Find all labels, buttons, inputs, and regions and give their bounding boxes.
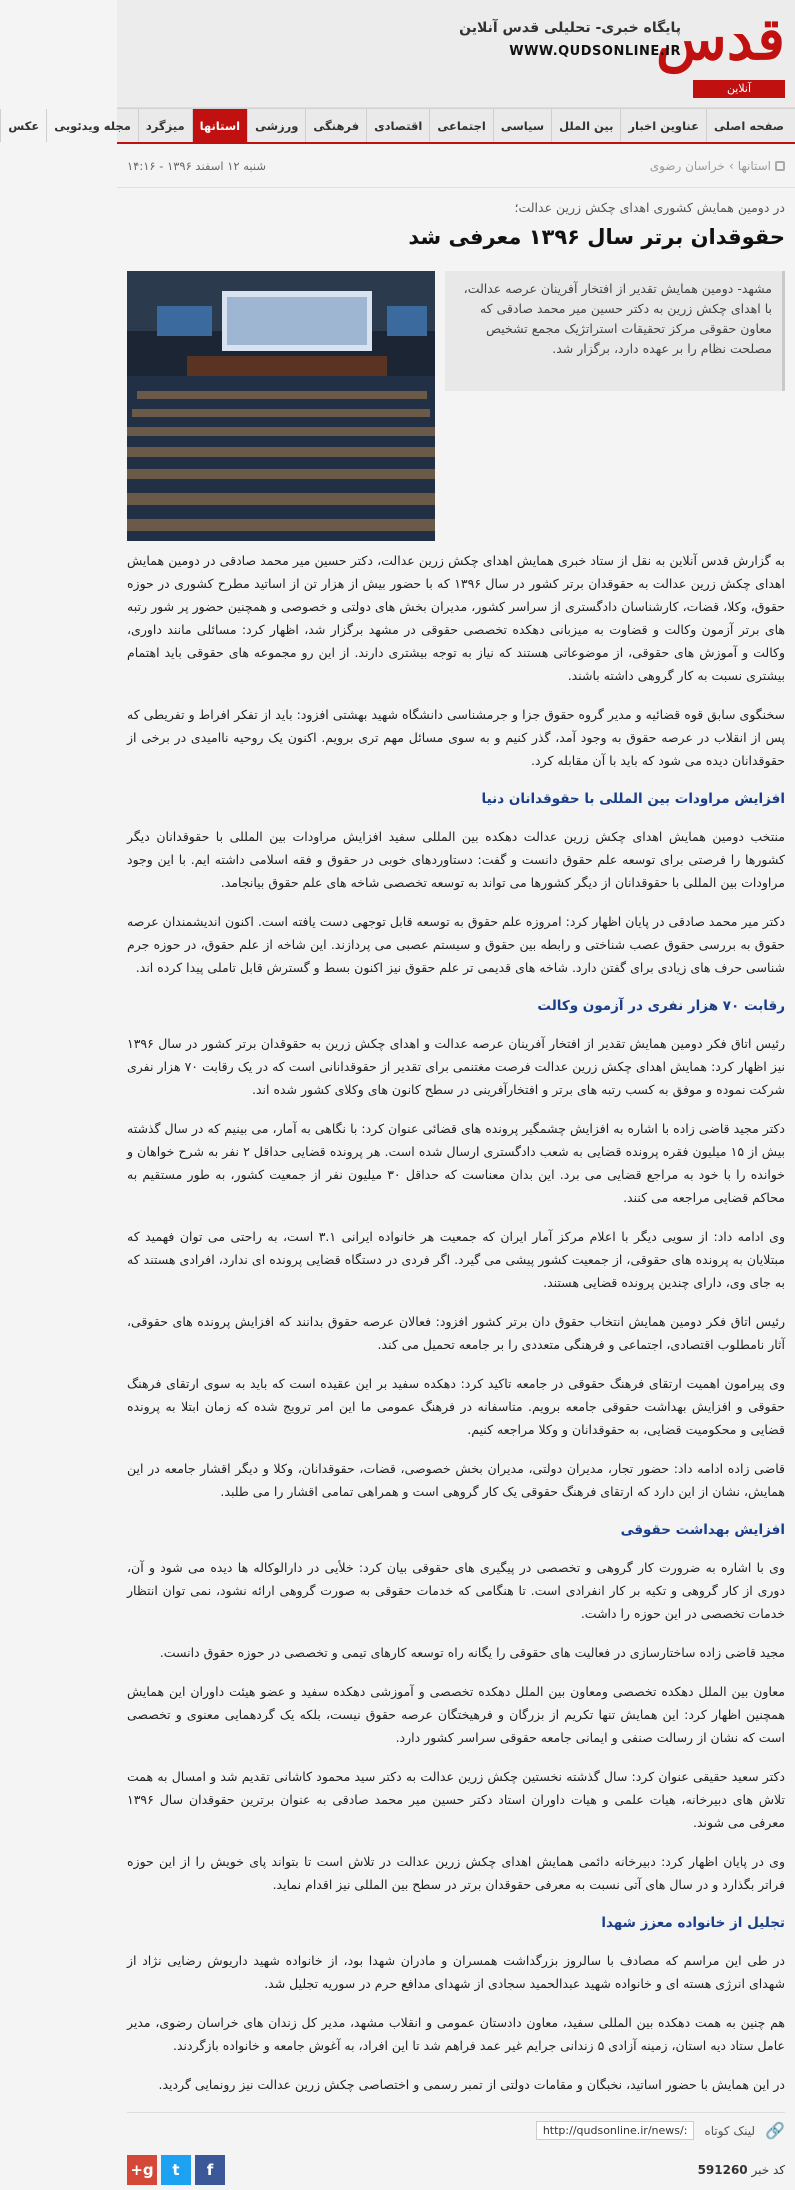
article-paragraph: منتخب دومین همایش اهدای چکش زرین عدالت دهکده بین المللی سفید افزایش مراودات بین المللی با حقوقدانان دیگر کشورها را فرصتی برای توسعه علم حقوق دانست و گفت: دستاوردهای خوبی در حقوق و فقه اسلامی داشته ایم. با این وجود مراودات بین المللی با حقوقدانان از دیگر کشورها می تواند به توسعه تخصصی شاخه های علم حقوق بیانجامد. bbox=[127, 829, 785, 890]
article-surtitle: در دومین همایش کشوری اهدای چکش زرین عدالت؛ bbox=[514, 200, 785, 215]
site-name: پایگاه خبری- تحلیلی قدس آنلاین bbox=[459, 20, 681, 36]
publish-date: شنبه ۱۲ اسفند ۱۳۹۶ - ۱۴:۱۶ bbox=[127, 158, 267, 173]
logo-text: قدس bbox=[656, 5, 785, 73]
shortlink-input[interactable]: http://qudsonline.ir/news/: bbox=[536, 2121, 695, 2140]
nav-item[interactable]: مجله ویدئویی bbox=[46, 109, 138, 142]
article-paragraph: در این همایش با حضور اساتید، نخبگان و مقامات دولتی از تمبر رسمی و اختصاصی چکش زرین عدالت نیز رونمایی گردید. bbox=[158, 2077, 785, 2092]
article-lead: مشهد- دومین همایش تقدیر از افتخار آفرینان عرصه عدالت، با اهدای چکش زرین به دکتر حسین میر محمد صادقی که معاون حقوقی مرکز تحقیقات استراتژیک مجمع تشخیص مصلحت نظام را بر عهده دارد، برگزار شد. bbox=[445, 271, 785, 391]
google-plus-icon[interactable]: g+ bbox=[127, 2155, 157, 2185]
nav-item[interactable]: ورزشی bbox=[247, 109, 305, 142]
article-paragraph: رئیس اتاق فکر دومین همایش تقدیر از افتخار آفرینان عرصه عدالت و اهدای چکش زرین به حقوقدان برتر کشور در سال ۱۳۹۶ نیز اظهار کرد: همایش اهدای چکش زرین عدالت فرصت مغتنمی برای تقدیر از حقوقدانانی است که در یک رقابت ۷۰ هزار نفری شرکت نموده و موفق به کسب رتبه های برتر و افتخارآفرینی در سطح کانون های وکلای کشور شده اند. bbox=[127, 1036, 785, 1097]
main-nav bbox=[8, 108, 795, 144]
article-title: حقوقدان برتر سال ۱۳۹۶ معرفی شد bbox=[408, 225, 785, 249]
site-logo[interactable] bbox=[656, 5, 785, 102]
section-heading: تجلیل از خانواده معزز شهدا bbox=[601, 1915, 785, 1931]
nav-item[interactable]: صفحه اصلی bbox=[706, 109, 791, 142]
news-code-value: 591260 bbox=[697, 2163, 748, 2177]
conference-hall-image bbox=[127, 271, 435, 541]
lead-block bbox=[127, 271, 785, 541]
article-paragraph: دکتر سعید حقیقی عنوان کرد: سال گذشته نخستین چکش زرین عدالت به دکتر سید محمود کاشانی تقدیم شد و امسال به همت تلاش های دبیرخانه، هیات علمی و هیات داوران استاد دکتر حسین میر محمد صادقی به عنوان برترین حقوقدان سال ۱۳۹۶ معرفی می شوند. bbox=[127, 1769, 785, 1830]
breadcrumb-item-khorasan[interactable]: خراسان رضوی bbox=[649, 158, 725, 173]
nav-item[interactable]: بین الملل bbox=[551, 109, 620, 142]
site-header bbox=[117, 0, 795, 108]
section-heading: افزایش بهداشت حقوقی bbox=[620, 1522, 785, 1538]
nav-item[interactable]: سیاسی bbox=[493, 109, 551, 142]
link-icon: 🔗 bbox=[765, 2121, 785, 2140]
nav-item[interactable]: عکس bbox=[0, 109, 46, 142]
article-paragraph: هم چنین به همت دهکده بین المللی سفید، معاون دادستان عمومی و انقلاب مشهد، مدیر کل زندان های خراسان رضوی، مدیر عامل ستاد دیه استان، زمینه آزادی ۵ زندانی جرایم غیر عمد فراهم شد تا این افراد، به آغوش جامعه و خانواده بازگردند. bbox=[127, 2015, 785, 2053]
twitter-icon[interactable]: t bbox=[161, 2155, 191, 2185]
article-paragraph: وی در پایان اظهار کرد: دبیرخانه دائمی همایش اهدای چکش زرین عدالت در تلاش است تا بتواند پای خویش را از این حوزه فراتر بگذارد و در سال های آتی نسبت به معرفی حقوقدان برتر در سطح بین المللی نیز اقدام نماید. bbox=[127, 1854, 785, 1892]
home-icon[interactable] bbox=[775, 161, 785, 171]
nav-item[interactable]: اقتصادی bbox=[366, 109, 429, 142]
article-paragraph: وی با اشاره به ضرورت کار گروهی و تخصصی در پیگیری های حقوقی بیان کرد: خلأیی در دارالوکاله ها دیده می شود و آن، دوری از کار گروهی و تکیه بر کار انفرادی است. تا هنگامی که خدمات حقوقی به صورت گروهی ارائه نشود، نمی توان انتظار خدمات تخصصی در این حوزه را داشت. bbox=[127, 1560, 785, 1621]
article-paragraph: سخنگوی سابق قوه قضائیه و مدیر گروه حقوق جزا و جرمشناسی دانشگاه شهید بهشتی افزود: باید از تفکر افراط و تفریطی که پس از انقلاب در عرصه حقوق به وجود آمد، گذر کنیم و به سوی مسائل مهم تری برویم. اکنون یک روحیه ناامیدی در برخی از حقوقدانان دیده می شود که باید با آن مقابله کرد. bbox=[127, 707, 785, 768]
site-url: WWW.QUDSONLINE.IR bbox=[509, 44, 681, 59]
news-code bbox=[698, 2163, 785, 2177]
article-paragraph: معاون بین الملل دهکده تخصصی ومعاون بین الملل دهکده تخصصی و آموزشی دهکده سفید و عضو هیئت داوران این همایش همچنین اظهار کرد: این همایش تنها تکریم از بزرگان و فرهیختگان عرصه حقوق نیست، بلکه یک گردهمایی معنوی و تخصصی است که نشان از رسالت صنفی و ایمانی جامعه حقوقی سراسر کشور دارد. bbox=[127, 1684, 785, 1745]
nav-item[interactable]: اجتماعی bbox=[429, 109, 492, 142]
nav-item[interactable]: استانها bbox=[192, 109, 248, 142]
facebook-icon[interactable]: f bbox=[195, 2155, 225, 2185]
section-heading: رقابت ۷۰ هزار نفری در آزمون وکالت bbox=[537, 998, 785, 1014]
article-paragraph: وی پیرامون اهمیت ارتقای فرهنگ حقوقی در جامعه تاکید کرد: دهکده سفید بر این عقیده است که باید به سوی ارتقای فرهنگ حقوقی و افزایش بهداشت حقوقی جامعه برویم. متاسفانه در فرهنگ عمومی ما این امر ترویج شده که زمان ابتلا به پرونده قضایی و محکومیت قضایی، به حقوقدانان و وکلا مراجعه کنیم. bbox=[127, 1376, 785, 1437]
section-heading: افزایش مراودات بین المللی با حقوقدانان دنیا bbox=[481, 791, 785, 807]
article-paragraph: رئیس اتاق فکر دومین همایش انتخاب حقوق دان برتر کشور افزود: فعالان عرصه حقوق بدانند که افزایش پرونده های حقوقی، آثار نامطلوب اقتصادی، اجتماعی و فرهنگی متعددی را بر جامعه تحمیل می کند. bbox=[127, 1314, 785, 1352]
shortlink-label: لینک کوتاه bbox=[704, 2123, 756, 2138]
nav-item[interactable]: فرهنگی bbox=[305, 109, 366, 142]
article-body bbox=[127, 549, 785, 2096]
breadcrumb bbox=[650, 159, 785, 173]
article bbox=[117, 200, 795, 2190]
article-paragraph: به گزارش قدس آنلاین به نقل از ستاد خبری همایش اهدای چکش زرین عدالت، دکتر حسین میر محمد صادقی در دومین همایش اهدای چکش زرین عدالت به حقوقدان برتر کشور در سال ۱۳۹۶ که با حضور بیش از هزار تن از اساتید مطرح کشوری در حوزه حقوق، وکلا، قضات، کارشناسان دادگستری از سراسر کشور، مدیران بخش های دولتی و خصوصی و همچنین حضور پر شور رتبه های برتر آزمون وکالت و قضاوت به میزبانی دهکده تخصصی حقوقی در مشهد برگزار شد، اظهار کرد: مسائلی مانند داوری، وکالت و آموزش های حقوقی، از موضوعاتی هستند که نیاز به توجه بیشتری دارند. از این رو مجموعه های حقوقی باید اهتمام بیشتری نسبت به کار گروهی داشته باشند. bbox=[127, 553, 785, 683]
news-code-row bbox=[127, 2150, 785, 2190]
article-paragraph: وی ادامه داد: از سویی دیگر با اعلام مرکز آمار ایران که جمعیت هر خانواده ایرانی ۳.۱ است، به راحتی می توان فهمید که مبتلایان به پرونده های حقوقی، از جمعیت کشور پیشی می گیرد. اگر فردی در دستگاه قضایی پرونده ای ندارد، افرادی هستند که به جای وی، دارای چندین پرونده قضایی هستند. bbox=[127, 1229, 785, 1290]
article-paragraph: دکتر مجید قاضی زاده با اشاره به افزایش چشمگیر پرونده های قضائی عنوان کرد: با نگاهی به آمار، می بینیم که در سال گذشته بیش از ۱۵ میلیون فقره پرونده قضایی به شعب دادگستری ارسال شده است. هر پرونده قضایی حداقل ۲ نفر به شرح خواهان و خوانده را با خود به مراجع قضایی می برد. این بدان معناست که حداقل ۳۰ میلیون نفر از جمعیت کشور، به طور مستقیم به محاکم قضایی مراجعه می کنند. bbox=[127, 1121, 786, 1205]
article-paragraph: در طی این مراسم که مصادف با سالروز بزرگداشت همسران و مادران شهدا بود، از خانواده شهید داریوش رضایی نژاد از شهدای انرژی هسته ای و خانواده شهید عبدالحمید سجادی از شهدای مدافع حرم در سوریه تجلیل شد. bbox=[127, 1953, 785, 1991]
article-photo[interactable] bbox=[127, 271, 435, 541]
news-code-label: کد خبر bbox=[751, 2163, 785, 2177]
breadcrumb-row bbox=[117, 144, 795, 188]
nav-item[interactable]: میزگرد bbox=[138, 109, 192, 142]
article-paragraph: قاضی زاده ادامه داد: حضور تجار، مدیران دولتی، مدیران بخش خصوصی، قضات، حقوقدانان، وکلا و دیگر اقشار جامعه در این همایش، نشان از این دارد که ارتقای فرهنگ حقوقی یک کار گروهی است و همراهی تمامی اقشار را می طلبد. bbox=[127, 1461, 785, 1499]
shortlink-row bbox=[127, 2112, 785, 2142]
article-paragraph: مجید قاضی زاده ساختارسازی در فعالیت های حقوقی را یگانه راه توسعه کارهای تیمی و تخصصی در حوزه حقوق دانست. bbox=[159, 1645, 785, 1660]
breadcrumb-item-provinces[interactable]: استانها bbox=[737, 158, 771, 173]
logo-sub: آنلاین bbox=[693, 80, 785, 98]
social-share bbox=[127, 2155, 225, 2185]
article-paragraph: دکتر میر محمد صادقی در پایان اظهار کرد: امروزه علم حقوق به توسعه قابل توجهی دست یافته است. اکنون اندیشمندان عرصه حقوق به بررسی حقوق عصب شناختی و رابطه بین حقوق و سیستم عصبی می پردازند. این شاخه از علم حقوق، در حوزه جرم شناسی حرف های زیادی برای گفتن دارد. شاخه های قدیمی تر علم حقوق نیز اکنون بسط و گسترش قابل تاملی پیدا کرده اند. bbox=[127, 914, 785, 975]
nav-item[interactable]: عناوین اخبار bbox=[620, 109, 706, 142]
breadcrumb-separator-icon: › bbox=[728, 158, 734, 173]
